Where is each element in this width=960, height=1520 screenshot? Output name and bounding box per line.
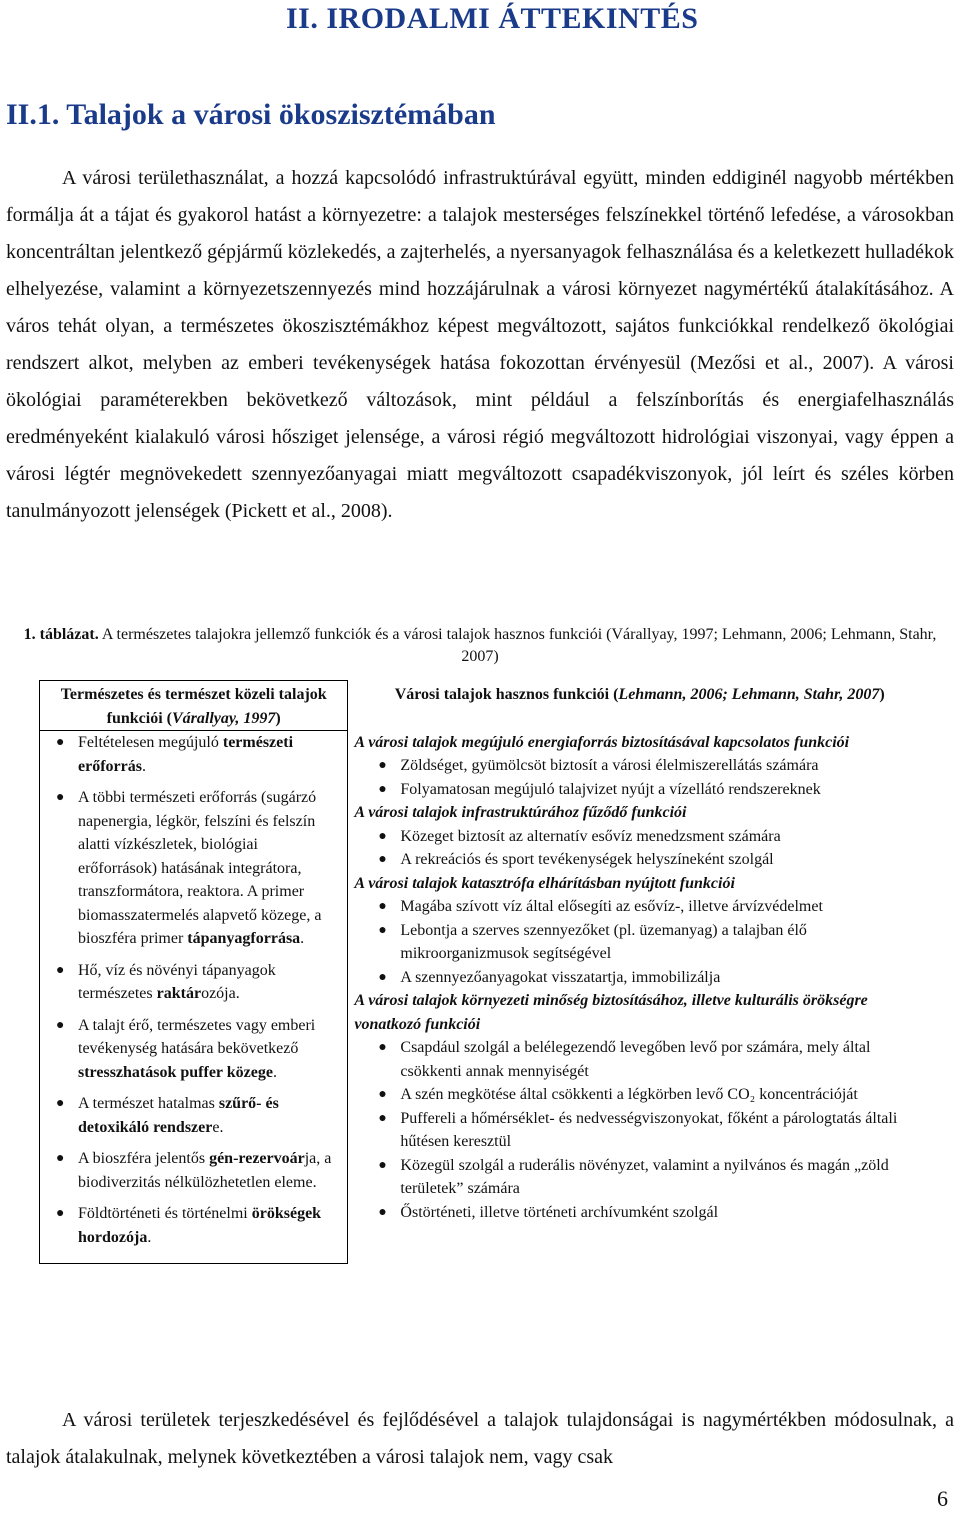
body-paragraph-2: A városi területek terjeszkedésével és fejlődésével a talajok tulajdonságai is nagymértékben módosulnak, a talajok átalakulnak, melynek következtében a városi talajok nem, vagy csak bbox=[6, 1409, 954, 1468]
urban-function-item bbox=[354, 895, 927, 919]
urban-function-item bbox=[354, 825, 927, 849]
item-text: Közeget biztosít az alternatív esővíz menedzsment számára bbox=[400, 827, 781, 845]
urban-functions-cell bbox=[348, 731, 932, 1264]
urban-function-group-title: A városi talajok megújuló energiaforrás biztosításával kapcsolatos funkciói bbox=[354, 733, 850, 751]
item-text: Folyamatosan megújuló talajvizet nyújt a vízellátó rendszereknek bbox=[400, 780, 821, 798]
item-text: ja, a biodiverzitás nélkülözhetetlen eleme. bbox=[78, 1150, 332, 1191]
urban-function-item bbox=[354, 966, 927, 990]
table-header-natural: Természetes és természet közeli talajok funkciói (Várallyay, 1997) bbox=[40, 681, 348, 731]
item-text: Magába szívott víz által elősegíti az esővíz-, illetve árvízvédelmet bbox=[400, 898, 823, 915]
item-bold-text: örökségek hordozója bbox=[78, 1205, 322, 1246]
urban-function-item bbox=[354, 1083, 927, 1107]
item-bold-text: szűrő- és detoxikáló rendszer bbox=[78, 1095, 279, 1136]
item-text: Közegül szolgál a ruderális növényzet, valamint a nyilvános és magán „zöld területek” számára bbox=[400, 1156, 889, 1197]
item-text: A szennyezőanyagokat visszatartja, immobilizálja bbox=[400, 968, 721, 986]
urban-function-group-title: A városi talajok környezeti minőség biztosításához, illetve kulturális örökségre vonatkozó funkciói bbox=[354, 992, 868, 1033]
bullet-icon: ● bbox=[56, 1206, 65, 1221]
urban-function-group-title: A városi talajok infrastruktúrához fűződő funkciói bbox=[354, 804, 687, 821]
natural-function-item bbox=[46, 1092, 339, 1139]
item-text: Hő, víz és növényi tápanyagok természetes bbox=[78, 961, 276, 1002]
table-caption bbox=[6, 624, 954, 668]
item-text: . bbox=[272, 1063, 277, 1081]
urban-function-list bbox=[354, 895, 927, 989]
table-caption-label: 1. táblázat. bbox=[23, 626, 99, 643]
urban-function-list bbox=[354, 1036, 927, 1224]
urban-function-item bbox=[354, 1201, 927, 1225]
urban-function-list bbox=[354, 754, 927, 801]
item-text: A természet hatalmas bbox=[78, 1095, 219, 1112]
item-text: . bbox=[141, 757, 146, 775]
urban-function-item bbox=[354, 848, 927, 872]
bullet-icon: ● bbox=[56, 1017, 65, 1033]
natural-function-item bbox=[46, 1014, 339, 1085]
urban-function-list bbox=[354, 825, 927, 872]
item-text: Feltételesen megújuló bbox=[78, 734, 223, 751]
urban-function-item bbox=[354, 1036, 927, 1083]
bullet-icon: ● bbox=[378, 1087, 387, 1102]
bullet-icon: ● bbox=[56, 1151, 65, 1166]
natural-function-item bbox=[46, 1202, 339, 1249]
item-text: Csapdául szolgál a belélegezendő levegőben levő por számára, mely által csökkenti annak mennyiségét bbox=[400, 1039, 871, 1080]
item-bold-text: természeti erőforrás bbox=[78, 734, 294, 775]
natural-functions-list bbox=[46, 731, 339, 1249]
bullet-icon: ● bbox=[56, 790, 65, 805]
urban-function-item bbox=[354, 1107, 927, 1154]
bullet-icon: ● bbox=[378, 969, 387, 985]
item-text: Puffereli a hőmérséklet- és nedvességviszonyokat, főként a párologtatás általi hűtésen keresztül bbox=[400, 1109, 898, 1150]
urban-function-group-title: A városi talajok katasztrófa elhárításban nyújtott funkciói bbox=[354, 874, 735, 892]
functions-table bbox=[39, 680, 932, 1264]
natural-function-item bbox=[46, 959, 339, 1006]
item-text: . bbox=[147, 1228, 152, 1246]
item-text: Földtörténeti és történelmi bbox=[78, 1205, 252, 1222]
bullet-icon: ● bbox=[378, 1110, 387, 1126]
item-bold-text: stresszhatások puffer közege bbox=[78, 1063, 273, 1081]
bullet-icon: ● bbox=[56, 735, 65, 750]
item-text: ozója. bbox=[201, 985, 240, 1002]
item-text: A rekreációs és sport tevékenységek helyszíneként szolgál bbox=[400, 851, 774, 868]
item-bold-text: tápanyagforrása bbox=[187, 930, 301, 947]
item-text: . bbox=[300, 930, 305, 947]
urban-function-item bbox=[354, 778, 927, 802]
item-text: A szén megkötése által csökkenti a légkörben levő CO₂ koncentrációját bbox=[400, 1086, 858, 1103]
bullet-icon: ● bbox=[378, 1040, 387, 1055]
body-paragraph-1: A városi területhasználat, a hozzá kapcsolódó infrastruktúrával együtt, minden eddiginél nagyobb mértékben formálja át a tájat és gyakorol hatást a környezetre: a talajok mesterséges felszínekkel történő lefedése, a városokban koncentráltan jelentkező gépjármű közlekedés, a zajterhelés, a nyersanyagok felhasználása és a keletkezett hulladékok elhelyezése, valamint a környezetszennyezés mind hozzájárulnak a városi környezet nagymértékű átalakításához. A város tehát olyan, a természetes ökoszisztémákhoz képest megváltozott, sajátos funkciókkal rendelkező ökológiai rendszert alkot, melyben az emberi tevékenységek hatása fokozottan érvényesül (Mezősi et al., 2007). A városi ökológiai paraméterekben bekövetkező változások, mint például a felszínborítás és energiafelhasználás eredményeként kialakuló városi hősziget jelensége, a városi régió megváltozott hidrológiai viszonyai, vagy éppen a városi légtér megnövekedett szennyezőanyagai miatt megváltozott csapadékviszonyok, jól leírt és széles körben tanulmányozott jelenségek (Pickett et al., 2008). bbox=[6, 167, 954, 522]
item-text: A bioszféra jelentős bbox=[78, 1150, 210, 1167]
item-bold-text: raktár bbox=[156, 985, 202, 1002]
bullet-icon: ● bbox=[378, 758, 387, 773]
table-caption-text: A természetes talajokra jellemző funkciók és a városi talajok hasznos funkciói (Várallyay, 1997; Lehmann, 2006; Lehmann, Stahr, 2007) bbox=[101, 626, 937, 665]
bullet-icon: ● bbox=[378, 852, 387, 867]
bullet-icon: ● bbox=[378, 781, 387, 797]
chapter-title: II. IRODALMI ÁTTEKINTÉS bbox=[286, 2, 699, 35]
item-text: e. bbox=[212, 1118, 224, 1136]
section-title: II.1. Talajok a városi ökoszisztémában bbox=[6, 98, 496, 131]
item-text: A talajt érő, természetes vagy emberi tevékenység hatására bekövetkező bbox=[78, 1016, 316, 1057]
bullet-icon: ● bbox=[378, 1157, 387, 1173]
natural-function-item bbox=[46, 1147, 339, 1194]
item-text: Őstörténeti, illetve történeti archívumként szolgál bbox=[400, 1203, 719, 1221]
bullet-icon: ● bbox=[378, 899, 387, 914]
bullet-icon: ● bbox=[378, 922, 387, 938]
urban-function-item bbox=[354, 919, 927, 966]
urban-function-item bbox=[354, 754, 927, 778]
item-bold-text: gén-rezervoár bbox=[209, 1150, 305, 1167]
page-number: 6 bbox=[937, 1486, 948, 1511]
natural-functions-cell bbox=[40, 731, 348, 1264]
table-header-urban: Városi talajok hasznos funkciói (Lehmann, 2006; Lehmann, Stahr, 2007) bbox=[394, 685, 885, 703]
item-text: A többi természeti erőforrás (sugárzó napenergia, légkör, felszíni és felszín alatti vízkészletek, biológiai erőforrások) hatásának integrátora, transzformátora, reaktora. A primer biomasszatermelés alapvető közege, a bioszféra primer bbox=[78, 789, 322, 947]
bullet-icon: ● bbox=[56, 1096, 65, 1111]
urban-function-item bbox=[354, 1154, 927, 1201]
item-text: Zöldséget, gyümölcsöt biztosít a városi élelmiszerellátás számára bbox=[400, 757, 819, 774]
bullet-icon: ● bbox=[378, 828, 387, 844]
natural-function-item bbox=[46, 731, 339, 778]
natural-function-item bbox=[46, 786, 339, 951]
bullet-icon: ● bbox=[378, 1204, 387, 1220]
item-text: Lebontja a szerves szennyezőket (pl. üzemanyag) a talajban élő mikroorganizmusok segítségével bbox=[400, 921, 807, 962]
bullet-icon: ● bbox=[56, 962, 65, 978]
